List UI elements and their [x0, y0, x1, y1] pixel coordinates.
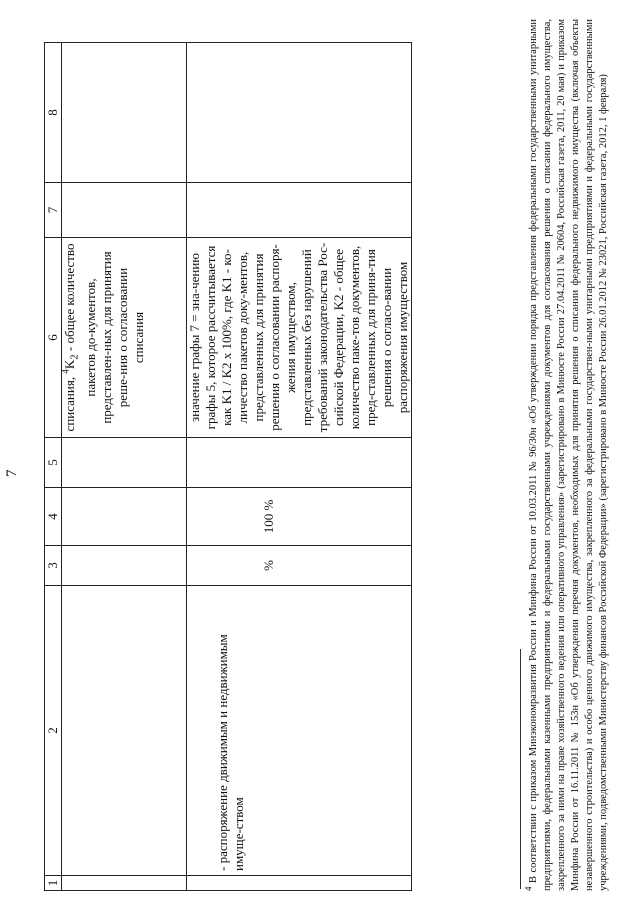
- row1-col8: [62, 43, 187, 183]
- row2-col5: [187, 438, 412, 488]
- table-header-row: [45, 43, 62, 891]
- row2-col7: [187, 183, 412, 238]
- row2-col1: [187, 876, 412, 891]
- row1-col6-description: списания, $^4K_2$ - общее количество пакетов до-кументов, представлен-ных для принятия реше-ния о согласовании списания: [62, 238, 187, 438]
- header-cell-5: 5: [45, 438, 62, 488]
- row2-col2-indicator-name: - распоряжение движимым и недвижимым имуще-ством: [187, 586, 412, 876]
- header-cell-6: 6: [45, 238, 62, 438]
- footnote: [523, 18, 611, 891]
- row1-col1: [62, 876, 187, 891]
- header-cell-3: 3: [45, 546, 62, 586]
- header-cell-4: 4: [45, 488, 62, 546]
- page-number: 7: [4, 469, 20, 477]
- header-cell-2: 2: [45, 586, 62, 876]
- indicator-table: [44, 42, 412, 891]
- row1-col2: [62, 586, 187, 876]
- row1-col4: [62, 488, 187, 546]
- row1-col5: [62, 438, 187, 488]
- header-cell-1: 1: [45, 876, 62, 891]
- footnote-text: В соответствии с приказом Минэкономразвития России и Минфина России от 10.03.2011 № 96/30н «Об утверждении порядка представления федеральными государственными унитарными предприятиями, федеральными казенными предприятиями и федеральными государственными учреждениями документов для согласования решения о списании федерального имущества, закрепленного за ними на праве хозяйственного ведения или оперативного управления» (зарегистрировано в Минюсте России 27.04.2011 № 20604, Российская газета, 2011, 20 мая) и приказом Минфина России от 16.11.2011 № 153н «Об утверждении перечня документов, необходимых для принятия решения о списании федерального недвижимого имущества (включая объекты незавершенного строительства) и особо ценного движимого имущества, закрепленного за федеральными государствен-ными унитарными предприятиями и федеральными государственными учреждениями, подведомственными Министерству финансов Российской Федерации» (зарегистрировано в Минюсте России 26.01.2012 № 23021, Российская газета, 2012, 1 февраля): [528, 18, 609, 891]
- row2-col8: [187, 43, 412, 183]
- table-row: [62, 43, 187, 891]
- footnote-marker: 4: [60, 369, 71, 374]
- header-cell-7: 7: [45, 183, 62, 238]
- row2-col6-description: значение графы 7 = зна-чению графы 5, которое рассчитывается как K1 / K2 x 100%, где K1 - ко-личество пакетов доку-ментов, представленных для принятия решения о согласовании распоря-жения имуществом, представленных без нарушений требований законодательства Рос-сийской Федерации, K2 - общее количество паке-тов документов, пред-ставленных для приня-тия решения о согласо-вании распоряжения имуществом: [187, 238, 412, 438]
- footnote-separator: [520, 649, 521, 889]
- table-row: [187, 43, 412, 891]
- row1-col7: [62, 183, 187, 238]
- row1-col3: [62, 546, 187, 586]
- row2-col3-unit: %: [187, 546, 412, 586]
- header-cell-8: 8: [45, 43, 62, 183]
- footnote-number: 4: [523, 886, 534, 891]
- row2-col4-target: 100 %: [187, 488, 412, 546]
